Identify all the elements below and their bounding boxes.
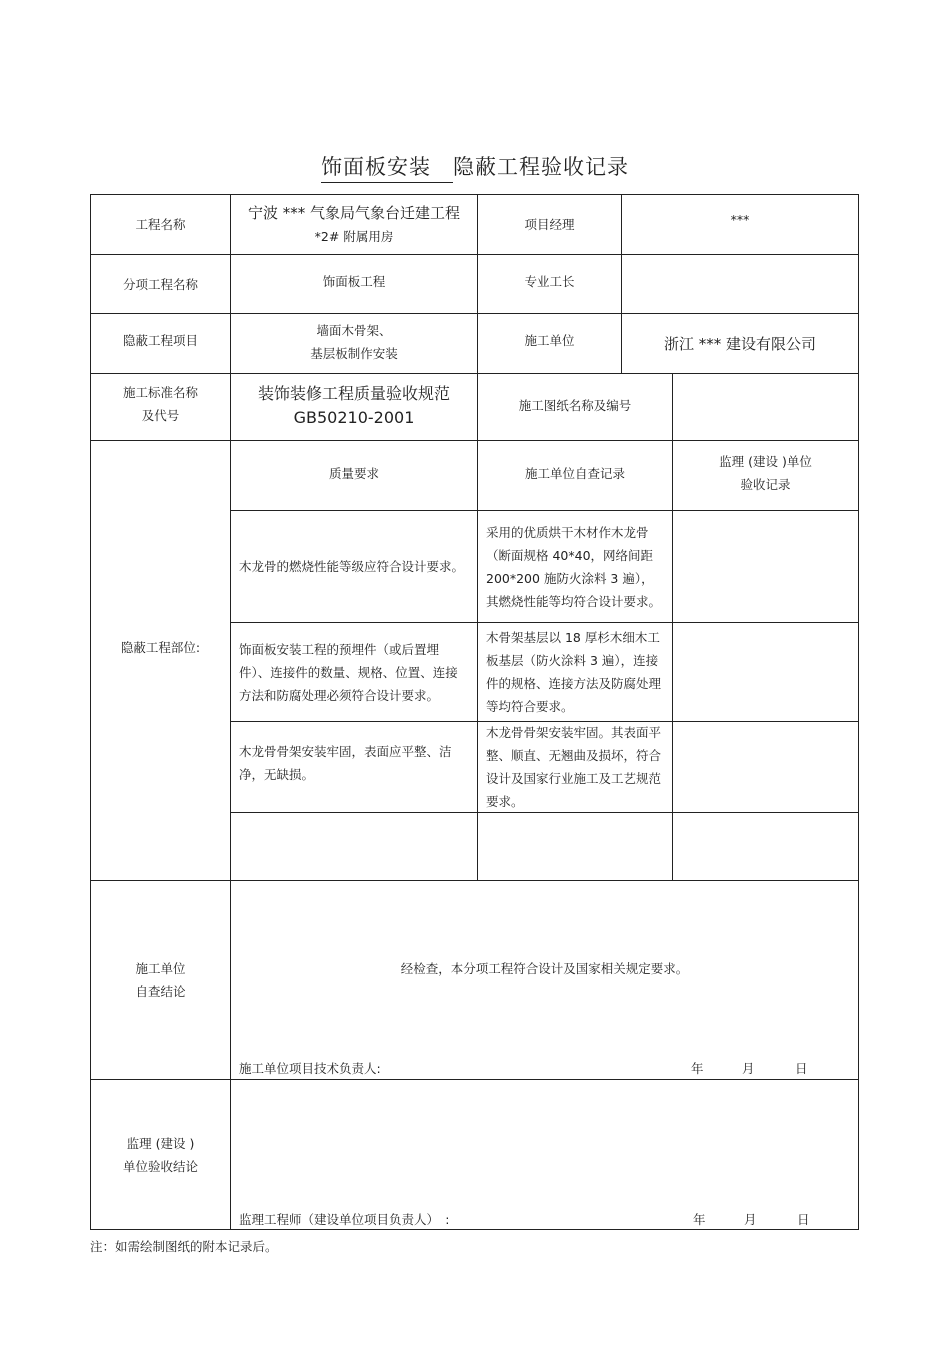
- contractor-label: 施工单位: [524, 332, 575, 348]
- table-row-supervision: [673, 623, 858, 721]
- project-name-line1: 宁波 *** 气象局气象台迁建工程: [247, 204, 461, 222]
- foreman-value: [622, 255, 858, 313]
- hidden-item-line2: 基层板制作安装: [310, 346, 398, 361]
- self-conclusion-label-line2: 自查结论: [135, 984, 186, 999]
- standard-value: [231, 374, 477, 438]
- drawing-label: 施工图纸名称及编号: [518, 397, 632, 413]
- table-row-supervision: [673, 511, 858, 622]
- self-conclusion-signer: 施工单位项目技术负责人:: [239, 1061, 381, 1076]
- footnote: 注：如需绘制图纸的附本记录后。: [90, 1239, 278, 1254]
- hidden-item-value: [231, 314, 477, 370]
- table-row-requirement: [231, 813, 477, 880]
- project-name-line2: *2# 附属用房: [314, 229, 394, 244]
- manager-value: ***: [730, 211, 750, 227]
- table-row-supervision: [673, 813, 858, 880]
- self-conclusion-text: 经检查，本分项工程符合设计及国家相关规定要求。: [400, 960, 689, 976]
- table-row-supervision: [673, 722, 858, 812]
- standard-line2: GB50210-2001: [293, 408, 415, 427]
- title-part2: 隐蔽工程验收记录: [453, 155, 629, 179]
- supervision-conclusion-month: 月: [744, 1212, 757, 1227]
- project-name-label: 工程名称: [135, 217, 186, 232]
- supervision-conclusion-year: 年: [693, 1212, 706, 1227]
- col-supervision-line1: 监理 (建设 )单位: [719, 454, 812, 469]
- self-conclusion-year: 年: [691, 1061, 704, 1076]
- supervision-conclusion-day: 日: [797, 1212, 810, 1227]
- hidden-section-label: 隐蔽工程部位:: [120, 639, 201, 655]
- supervision-conclusion-text: [231, 1100, 858, 1126]
- table-row-record: 采用的优质烘干木材作木龙骨（断面规格 40*40，网络间距 200*200 施防火涂料 3 遍），其燃烧性能等均符合设计要求。: [486, 524, 662, 609]
- hidden-item-line1: 墙面木骨架、: [316, 323, 392, 338]
- col-self-check-header: 施工单位自查记录: [524, 465, 625, 481]
- document-title: [0, 151, 950, 183]
- self-conclusion-label-line1: 施工单位: [135, 961, 186, 976]
- table-row-record: [478, 813, 672, 880]
- col-supervision-header: [673, 441, 858, 505]
- self-conclusion-day: 日: [795, 1061, 808, 1076]
- supervision-conclusion-label: [91, 1080, 230, 1230]
- col-quality-header: 质量要求: [328, 465, 379, 481]
- supervision-conclusion-label-line1: 监理 (建设 ): [126, 1136, 195, 1151]
- table-row-record: 木骨架基层以 18 厚杉木细木工板基层（防火涂料 3 遍），连接件的规格、连接方法及防腐处理等均符合要求。: [486, 630, 662, 714]
- standard-label-line2: 及代号: [141, 408, 180, 423]
- table-row-requirement: 木龙骨骨架安装牢固，表面应平整、洁净，无缺损。: [239, 744, 452, 782]
- supervision-conclusion-signer: 监理工程师（建设单位项目负责人） :: [239, 1212, 450, 1227]
- manager-label: 项目经理: [524, 217, 575, 232]
- self-conclusion-label: [91, 881, 230, 1079]
- title-part1: 饰面板安装: [321, 151, 453, 183]
- sub-project-value: 饰面板工程: [322, 273, 386, 289]
- self-conclusion-month: 月: [742, 1061, 755, 1076]
- standard-line1: 装饰装修工程质量验收规范: [257, 384, 450, 403]
- project-name-value: [231, 195, 477, 254]
- standard-label: [91, 374, 230, 434]
- table-row-requirement: 木龙骨的燃烧性能等级应符合设计要求。: [239, 559, 465, 574]
- table-row-record: 木龙骨骨架安装牢固。其表面平整、顺直、无翘曲及损坏，符合设计及国家行业施工及工艺规范要求。: [486, 725, 662, 809]
- hidden-item-label: 隐蔽工程项目: [122, 332, 198, 348]
- table-row-requirement: 饰面板安装工程的预埋件（或后置埋件）、连接件的数量、规格、位置、连接方法和防腐处理必须符合设计要求。: [239, 641, 458, 703]
- col-supervision-line2: 验收记录: [740, 477, 791, 492]
- drawing-value: [673, 374, 858, 440]
- foreman-label: 专业工长: [524, 273, 575, 289]
- sub-project-label: 分项工程名称: [122, 276, 198, 292]
- standard-label-line1: 施工标准名称: [122, 385, 198, 400]
- contractor-value: 浙江 *** 建设有限公司: [663, 334, 817, 353]
- supervision-conclusion-label-line2: 单位验收结论: [122, 1159, 198, 1174]
